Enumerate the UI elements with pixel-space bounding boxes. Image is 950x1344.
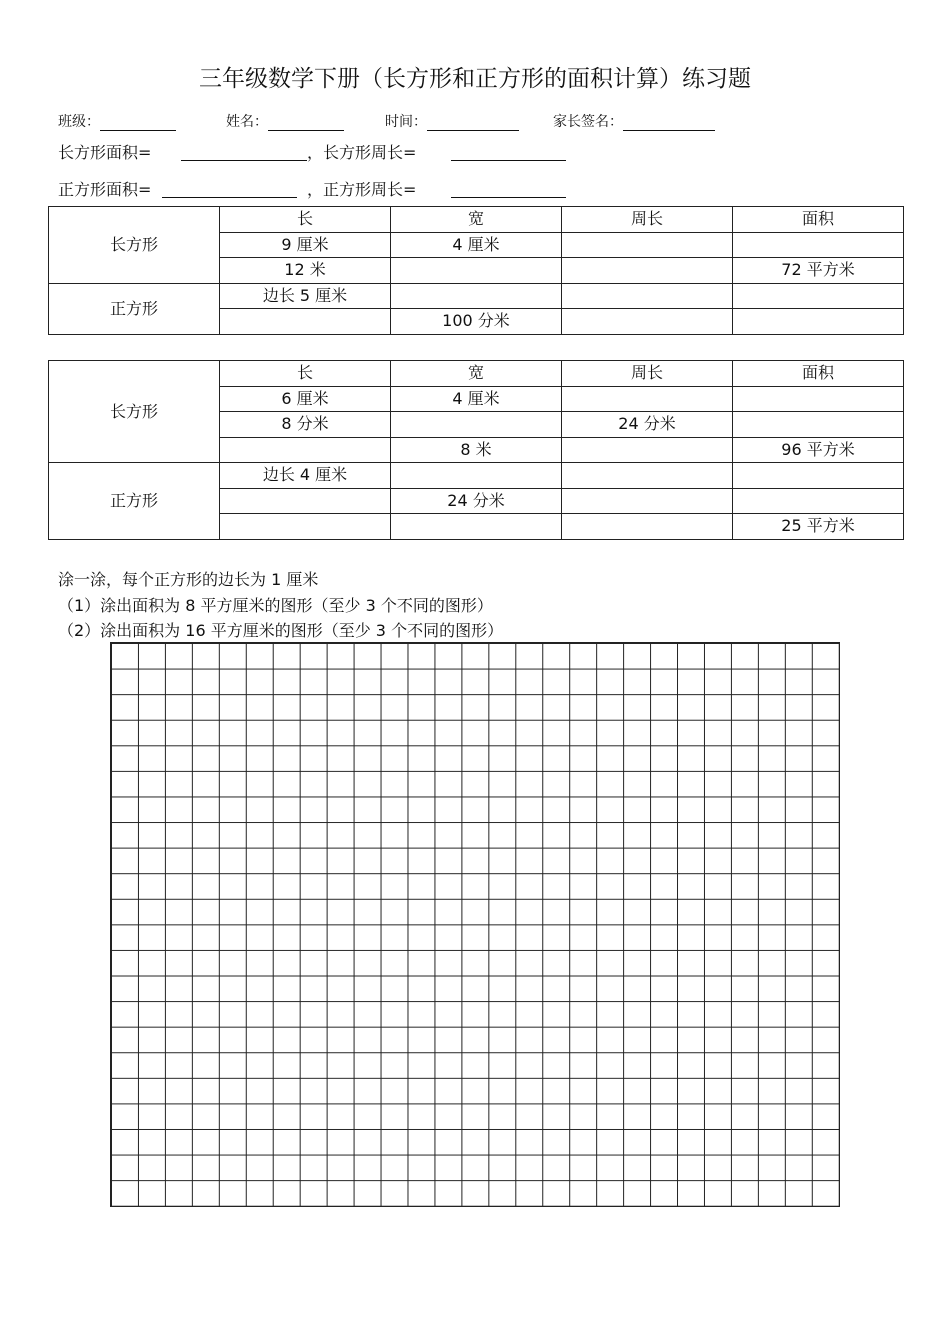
parent-sign-field [553, 111, 715, 131]
table-row [49, 361, 904, 387]
name-blank[interactable] [268, 116, 344, 131]
coloring-grid[interactable] [110, 642, 840, 1207]
header-width: 宽 [391, 361, 562, 387]
table-cell[interactable] [391, 258, 562, 284]
table-cell[interactable] [391, 283, 562, 309]
table-cell: 边长 5 厘米 [220, 283, 391, 309]
table-cell[interactable] [220, 514, 391, 540]
rect-label-cell: 长方形 [49, 361, 220, 463]
class-label: 班级： [58, 114, 100, 130]
table-cell: 24 分米 [391, 488, 562, 514]
header-perimeter: 周长 [562, 361, 733, 387]
square-area-label: 正方形面积= [58, 180, 152, 199]
table-cell[interactable] [562, 258, 733, 284]
square-perimeter-blank[interactable] [451, 197, 566, 198]
worksheet-title: 三年级数学下册（长方形和正方形的面积计算）练习题 [199, 66, 751, 92]
header-width: 宽 [391, 207, 562, 233]
table-cell: 8 分米 [220, 412, 391, 438]
table-cell[interactable] [391, 412, 562, 438]
square-label-cell: 正方形 [49, 283, 220, 334]
table-cell: 72 平方米 [733, 258, 904, 284]
table-cell[interactable] [733, 412, 904, 438]
table-cell[interactable] [562, 386, 733, 412]
coloring-question-2: （2）涂出面积为 16 平方厘米的图形（至少 3 个不同的图形） [58, 621, 504, 640]
header-area: 面积 [733, 361, 904, 387]
table-cell[interactable] [562, 437, 733, 463]
table-cell: 6 厘米 [220, 386, 391, 412]
practice-table-2 [48, 360, 904, 540]
table-cell[interactable] [562, 232, 733, 258]
header-area: 面积 [733, 207, 904, 233]
table-cell: 8 米 [391, 437, 562, 463]
table-cell[interactable] [562, 309, 733, 335]
table-cell[interactable] [562, 283, 733, 309]
rect-perimeter-label: ，长方形周长= [307, 143, 417, 162]
rect-area-blank[interactable] [181, 160, 307, 161]
table-cell[interactable] [733, 283, 904, 309]
table-cell[interactable] [733, 488, 904, 514]
square-label-cell: 正方形 [49, 463, 220, 540]
name-label: 姓名： [226, 114, 268, 130]
table-cell[interactable] [562, 514, 733, 540]
table-cell[interactable] [733, 232, 904, 258]
rect-perimeter-blank[interactable] [451, 160, 566, 161]
table-cell[interactable] [220, 437, 391, 463]
table-cell: 12 米 [220, 258, 391, 284]
table-cell: 100 分米 [391, 309, 562, 335]
square-area-blank[interactable] [162, 197, 297, 198]
coloring-intro: 涂一涂，每个正方形的边长为 1 厘米 [58, 570, 319, 589]
table-cell: 边长 4 厘米 [220, 463, 391, 489]
class-blank[interactable] [100, 116, 176, 131]
rect-area-label: 长方形面积= [58, 143, 152, 162]
table-cell[interactable] [733, 386, 904, 412]
parent-sign-blank[interactable] [623, 116, 715, 131]
table-cell: 4 厘米 [391, 386, 562, 412]
table-row [49, 463, 904, 489]
table-cell[interactable] [733, 463, 904, 489]
time-label: 时间： [385, 114, 427, 130]
square-perimeter-label: ，正方形周长= [307, 180, 417, 199]
header-length: 长 [220, 361, 391, 387]
table-cell: 96 平方米 [733, 437, 904, 463]
practice-table-1 [48, 206, 904, 335]
table-cell[interactable] [220, 488, 391, 514]
header-length: 长 [220, 207, 391, 233]
table-cell: 9 厘米 [220, 232, 391, 258]
table-cell: 25 平方米 [733, 514, 904, 540]
table-cell[interactable] [562, 488, 733, 514]
table-row [49, 283, 904, 309]
parent-sign-label: 家长签名： [553, 114, 623, 130]
class-field [58, 111, 176, 131]
table-cell[interactable] [391, 463, 562, 489]
table-cell[interactable] [733, 309, 904, 335]
table-cell: 24 分米 [562, 412, 733, 438]
name-field [226, 111, 344, 131]
table-cell[interactable] [391, 514, 562, 540]
coloring-question-1: （1）涂出面积为 8 平方厘米的图形（至少 3 个不同的图形） [58, 596, 493, 615]
time-blank[interactable] [427, 116, 519, 131]
table-cell[interactable] [562, 463, 733, 489]
table-row [49, 207, 904, 233]
rect-label-cell: 长方形 [49, 207, 220, 284]
table-cell: 4 厘米 [391, 232, 562, 258]
time-field [385, 111, 519, 131]
header-perimeter: 周长 [562, 207, 733, 233]
table-cell[interactable] [220, 309, 391, 335]
